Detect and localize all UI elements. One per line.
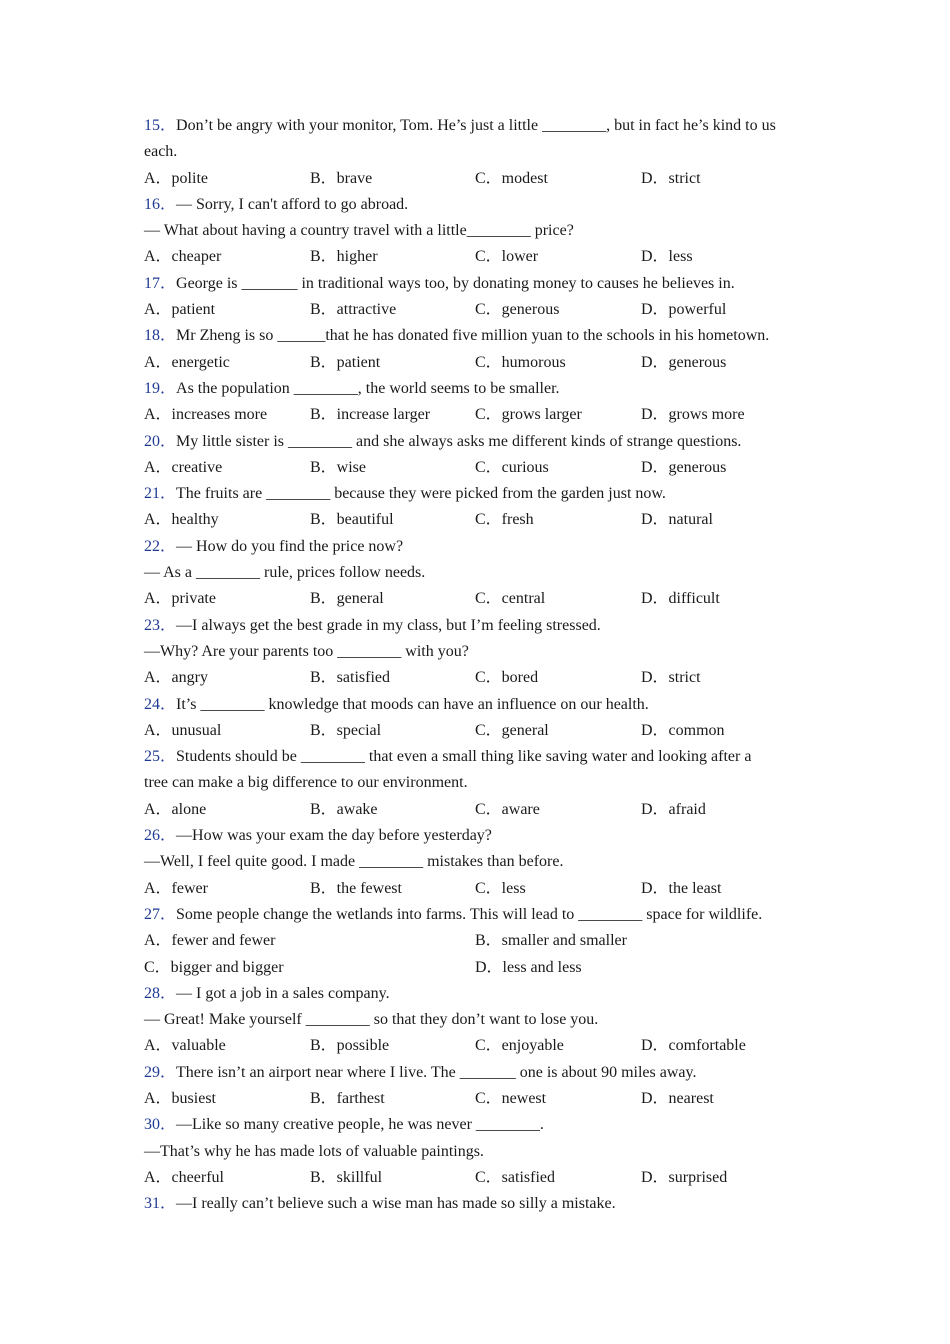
option-c[interactable]: C．newest [475,1089,547,1107]
question-21-stem [144,481,814,507]
option-c[interactable]: C．fresh [475,511,534,529]
option-a[interactable]: A．unusual [144,721,222,739]
option-b[interactable]: B．patient [310,353,381,371]
question-text: My little sister is ________ and she always asks me different kinds of strange questions. [176,432,742,450]
option-b[interactable]: B．special [310,721,382,739]
option-a[interactable]: A．polite [144,169,208,187]
option-b[interactable]: B．wise [310,458,367,476]
question-15-options [144,166,814,192]
question-29-stem [144,1060,814,1086]
question-number: 15． [144,117,177,134]
option-d[interactable]: D．natural [641,511,713,529]
question-26-reply [144,849,814,875]
option-b[interactable]: B．possible [310,1037,390,1055]
question-26-stem [144,823,814,849]
option-b[interactable]: B．beautiful [310,511,394,529]
question-text: It’s ________ knowledge that moods can have an influence on our health. [176,695,649,713]
option-c[interactable]: C．humorous [475,353,566,371]
question-20-stem [144,429,814,455]
question-number: 25． [144,748,177,766]
question-27-options-row-2 [144,955,814,981]
option-c[interactable]: C．modest [475,169,548,187]
question-23-reply [144,639,814,665]
question-text: There isn’t an airport near where I live. The _______ one is about 90 miles away. [176,1063,697,1081]
question-number: 31． [144,1195,177,1213]
option-a[interactable]: A．patient [144,301,216,319]
option-d[interactable]: D．strict [641,669,701,687]
option-d[interactable]: D．less [641,248,693,266]
question-27-options-row-1 [144,928,814,954]
question-text: Mr Zheng is so ______that he has donated five million yuan to the schools in his hometown. [176,327,770,345]
question-text: —Why? Are your parents too ________ with you? [144,642,469,660]
question-15-stem-continued [144,139,814,165]
question-27-stem [144,902,814,928]
option-d[interactable]: D．generous [641,353,727,371]
question-28-reply [144,1007,814,1033]
option-a[interactable]: A．cheaper [144,248,222,266]
option-a[interactable]: A．alone [144,800,207,818]
question-number: 19． [144,379,177,397]
question-18-stem [144,323,814,349]
option-b[interactable]: B．increase larger [310,406,431,424]
question-text: — Great! Make yourself ________ so that they don’t want to lose you. [144,1011,599,1029]
question-16-reply [144,218,814,244]
option-d[interactable]: D．surprised [641,1168,728,1186]
question-number: 27． [144,905,177,923]
question-number: 28． [144,984,177,1002]
option-a[interactable]: A．private [144,590,216,608]
question-24-options [144,718,814,744]
question-28-stem [144,981,814,1007]
question-number: 16． [144,195,177,213]
question-text: each. [144,143,178,161]
question-17-options [144,297,814,323]
question-21-options [144,507,814,533]
option-d[interactable]: D．nearest [641,1089,714,1107]
question-25-stem [144,744,814,770]
question-25-stem-continued [144,770,814,796]
option-a[interactable]: A．fewer [144,879,208,897]
option-a[interactable]: A．increases more [144,406,268,424]
option-c[interactable]: C．generous [475,301,560,319]
question-25-options [144,797,814,823]
option-c[interactable]: C．curious [475,458,549,476]
question-text: — Sorry, I can't afford to go abroad. [176,195,409,213]
question-number: 24． [144,695,177,713]
question-text: George is _______ in traditional ways too, by donating money to causes he believes in. [176,274,735,292]
question-number: 17． [144,274,177,292]
option-c[interactable]: C．grows larger [475,406,582,424]
option-d[interactable]: D．strict [641,169,701,187]
question-text: tree can make a big difference to our environment. [144,774,468,792]
question-text: The fruits are ________ because they were picked from the garden just now. [176,485,666,503]
question-text: —I really can’t believe such a wise man has made so silly a mistake. [176,1195,616,1213]
question-16-options [144,244,814,270]
question-15-stem [144,113,814,139]
question-text: —That’s why he has made lots of valuable paintings. [144,1142,484,1160]
question-number: 29． [144,1063,177,1081]
question-text: — I got a job in a sales company. [176,984,390,1002]
option-b[interactable]: B．skillful [310,1168,383,1186]
option-c[interactable]: C．enjoyable [475,1037,564,1055]
question-23-stem [144,613,814,639]
option-b[interactable]: B．satisfied [310,669,390,687]
question-list [144,113,814,1217]
question-number: 26． [144,827,177,845]
question-30-options [144,1165,814,1191]
option-d[interactable]: D．grows more [641,406,745,424]
option-c[interactable]: C．bored [475,669,539,687]
option-a[interactable]: A．busiest [144,1089,217,1107]
question-22-options [144,586,814,612]
question-text: — As a ________ rule, prices follow needs. [144,564,426,582]
option-b[interactable]: B．higher [310,248,378,266]
question-30-stem [144,1112,814,1138]
question-26-options [144,876,814,902]
option-d[interactable]: D．generous [641,458,727,476]
option-d[interactable]: D．less and less [475,958,582,976]
option-c[interactable]: C．satisfied [475,1168,555,1186]
question-text: As the population ________, the world seems to be smaller. [176,379,560,397]
option-b[interactable]: B．awake [310,800,378,818]
question-28-options [144,1033,814,1059]
question-20-options [144,455,814,481]
question-number: 21． [144,485,177,503]
question-text: —How was your exam the day before yesterday? [176,827,492,845]
question-30-reply [144,1139,814,1165]
question-23-options [144,665,814,691]
option-c[interactable]: C．bigger and bigger [144,958,284,976]
question-19-options [144,402,814,428]
question-text: —I always get the best grade in my class, but I’m feeling stressed. [176,616,601,634]
option-d[interactable]: D．powerful [641,301,727,319]
option-a[interactable]: A．creative [144,458,223,476]
question-number: 22． [144,537,177,555]
question-18-options [144,350,814,376]
option-b[interactable]: B．farthest [310,1089,385,1107]
question-number: 23． [144,616,177,634]
option-b[interactable]: B．attractive [310,301,397,319]
option-c[interactable]: C．general [475,721,549,739]
option-a[interactable]: A．cheerful [144,1168,224,1186]
question-16-stem [144,192,814,218]
option-d[interactable]: D．afraid [641,800,706,818]
option-a[interactable]: A．healthy [144,511,219,529]
question-17-stem [144,271,814,297]
question-24-stem [144,692,814,718]
option-a[interactable]: A．fewer and fewer [144,932,276,950]
option-a[interactable]: A．angry [144,669,208,687]
option-d[interactable]: D．comfortable [641,1037,746,1055]
option-c[interactable]: C．aware [475,800,540,818]
option-a[interactable]: A．valuable [144,1037,226,1055]
question-text: Don’t be angry with your monitor, Tom. He’s just a little ________, but in fact he’s kind to us [176,117,776,134]
question-text: — What about having a country travel with a little________ price? [144,222,574,240]
question-31-stem [144,1191,814,1217]
option-b[interactable]: B．general [310,590,384,608]
question-number: 18． [144,327,177,345]
option-d[interactable]: D．the least [641,879,722,897]
option-b[interactable]: B．brave [310,169,373,187]
option-b[interactable]: B．the fewest [310,879,402,897]
question-text: Students should be ________ that even a small thing like saving water and looking after a [176,748,752,766]
option-c[interactable]: C．less [475,879,526,897]
question-text: Some people change the wetlands into farms. This will lead to ________ space for wildlife. [176,905,763,923]
question-text: —Like so many creative people, he was never ________. [176,1116,544,1134]
question-text: — How do you find the price now? [176,537,404,555]
option-d[interactable]: D．difficult [641,590,720,608]
option-c[interactable]: C．lower [475,248,539,266]
question-22-stem [144,534,814,560]
option-d[interactable]: D．common [641,721,725,739]
question-29-options [144,1086,814,1112]
option-b[interactable]: B．smaller and smaller [475,932,627,950]
question-22-reply [144,560,814,586]
question-19-stem [144,376,814,402]
option-c[interactable]: C．central [475,590,546,608]
question-number: 30． [144,1116,177,1134]
question-number: 20． [144,432,177,450]
option-a[interactable]: A．energetic [144,353,230,371]
question-text: —Well, I feel quite good. I made ________ mistakes than before. [144,853,564,871]
